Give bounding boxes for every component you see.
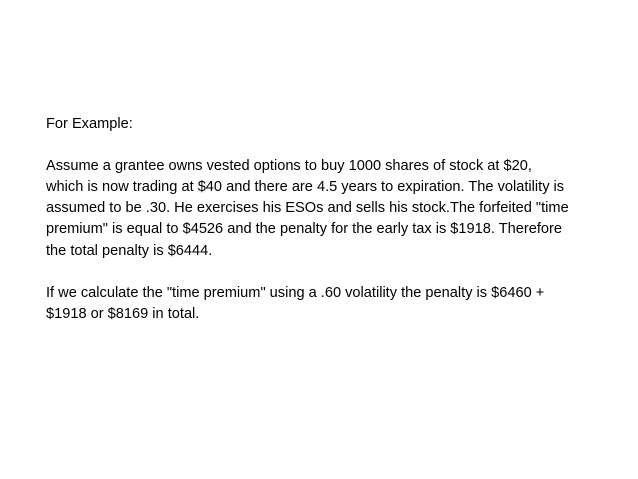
spacer [46,135,631,156]
paragraph-2-line: $1918 or $8169 in total. [46,305,200,322]
paragraph-1-line: assumed to be .30. He exercises his ESOs and sells his stock.The forfeited "time [46,200,569,217]
paragraph-2-line: If we calculate the "time premium" using a .60 volatility the penalty is $6460 + [46,284,545,301]
spacer [46,262,631,283]
paragraph-1-line: premium" is equal to $4526 and the penalty for the early tax is $1918. Therefore [46,221,563,238]
paragraph-1-line: Assume a grantee owns vested options to buy 1000 shares of stock at $20, [46,158,532,175]
slide-text [46,114,631,325]
paragraph-1-line: the total penalty is $6444. [46,242,213,259]
slide-heading: For Example: [46,116,133,132]
paragraph-1-line: which is now trading at $40 and there are 4.5 years to expiration. The volatility is [46,179,565,196]
